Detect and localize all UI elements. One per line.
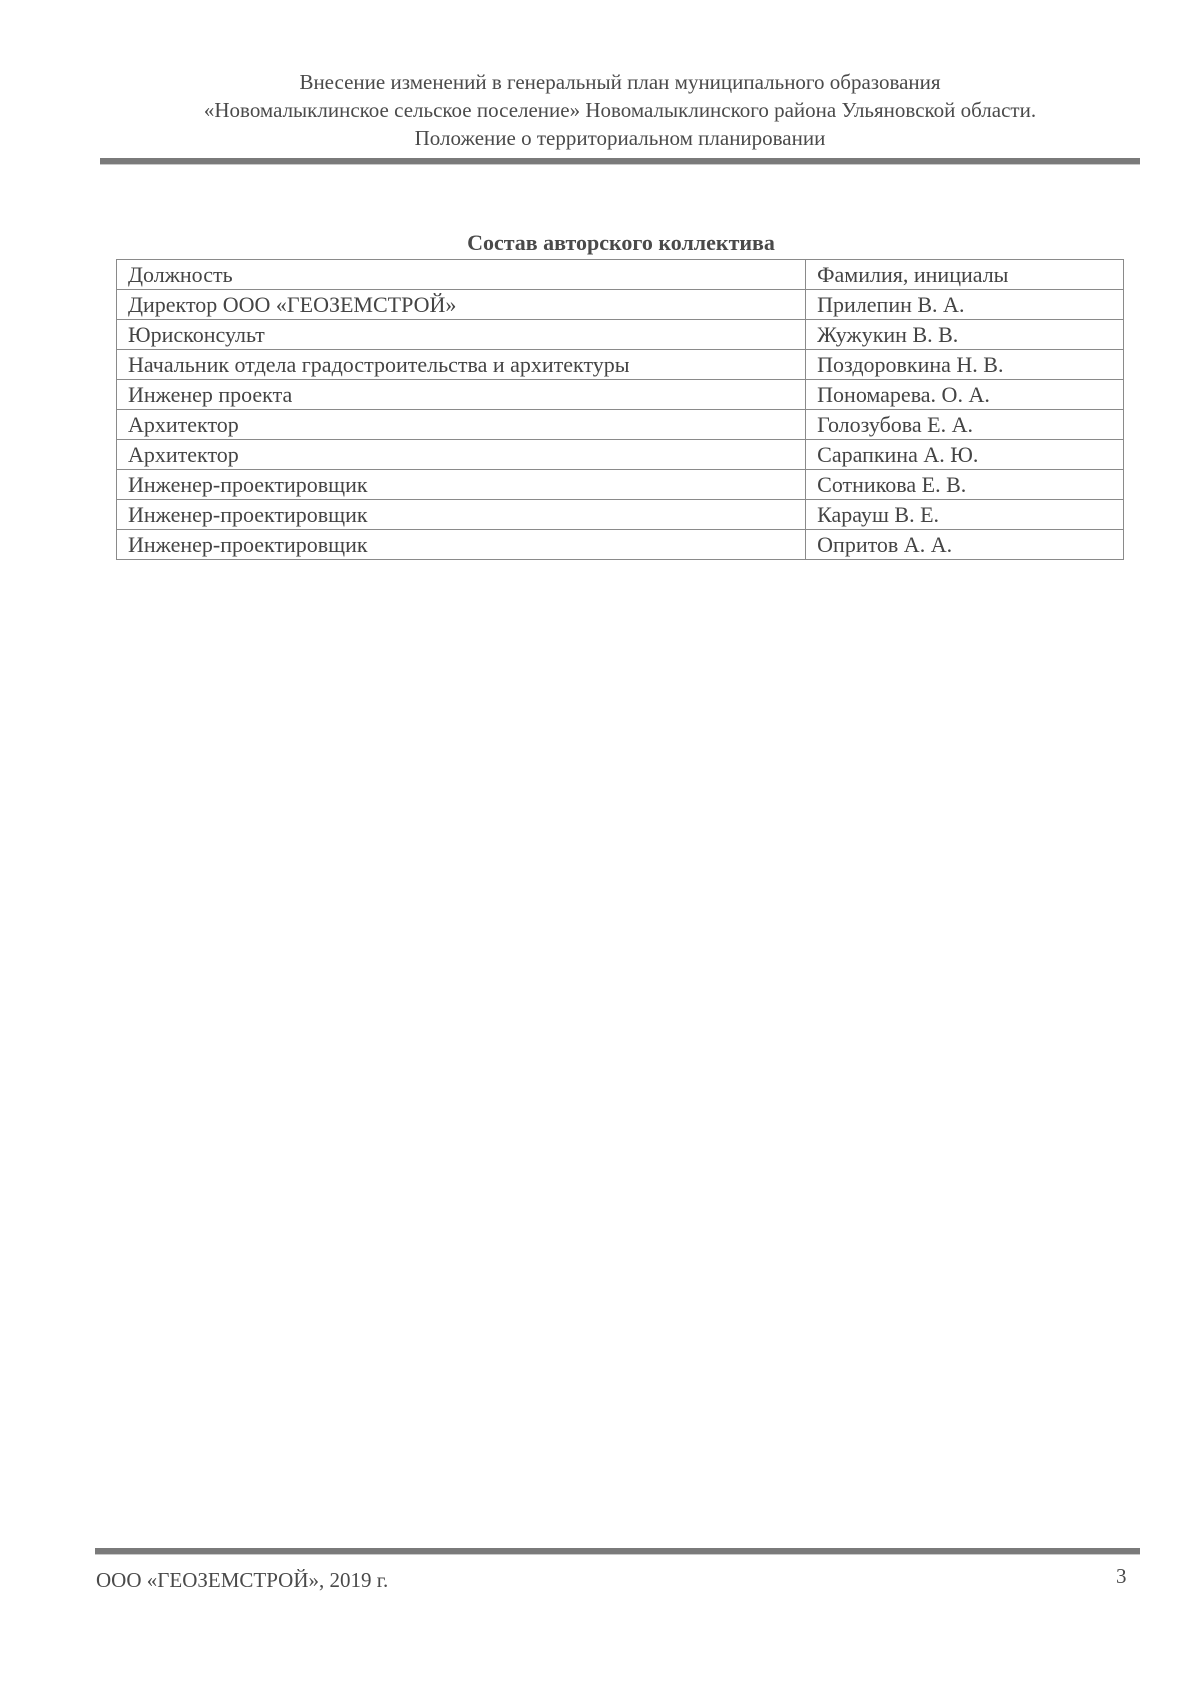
table-row bbox=[117, 320, 1124, 350]
cell-position: Архитектор bbox=[117, 440, 806, 470]
cell-name: Прилепин В. А. bbox=[806, 290, 1124, 320]
table-header-row bbox=[117, 260, 1124, 290]
cell-name: Пономарева. О. А. bbox=[806, 380, 1124, 410]
header-line-3: Положение о территориальном планировании bbox=[414, 126, 826, 150]
column-header-name: Фамилия, инициалы bbox=[806, 260, 1124, 290]
header-line-1: Внесение изменений в генеральный план муниципального образования bbox=[299, 70, 941, 94]
header-line-2: «Новомалыклинское сельское поселение» Новомалыклинского района Ульяновской области. bbox=[203, 98, 1037, 122]
cell-position: Юрисконсульт bbox=[117, 320, 806, 350]
table-row bbox=[117, 470, 1124, 500]
footer-company: ООО «ГЕОЗЕМСТРОЙ», 2019 г. bbox=[96, 1568, 389, 1592]
cell-position: Начальник отдела градостроительства и архитектуры bbox=[117, 350, 806, 380]
cell-name: Опритов А. А. bbox=[806, 530, 1124, 560]
running-header bbox=[100, 68, 1140, 152]
cell-name: Карауш В. Е. bbox=[806, 500, 1124, 530]
table-row bbox=[117, 500, 1124, 530]
cell-name: Жужукин В. В. bbox=[806, 320, 1124, 350]
cell-name: Сарапкина А. Ю. bbox=[806, 440, 1124, 470]
cell-name: Голозубова Е. А. bbox=[806, 410, 1124, 440]
footer-divider bbox=[95, 1548, 1140, 1555]
cell-name: Поздоровкина Н. В. bbox=[806, 350, 1124, 380]
cell-position: Инженер-проектировщик bbox=[117, 500, 806, 530]
cell-position: Инженер-проектировщик bbox=[117, 470, 806, 500]
table-row bbox=[117, 410, 1124, 440]
table-row bbox=[117, 380, 1124, 410]
cell-name: Сотникова Е. В. bbox=[806, 470, 1124, 500]
header-divider bbox=[100, 158, 1140, 165]
table-title: Состав авторского коллектива bbox=[467, 230, 775, 255]
table-row bbox=[117, 290, 1124, 320]
authors-table bbox=[116, 259, 1124, 560]
cell-position: Инженер-проектировщик bbox=[117, 530, 806, 560]
table-row bbox=[117, 350, 1124, 380]
page-number: 3 bbox=[1116, 1564, 1127, 1588]
column-header-position: Должность bbox=[117, 260, 806, 290]
table-row bbox=[117, 440, 1124, 470]
cell-position: Архитектор bbox=[117, 410, 806, 440]
table-row bbox=[117, 530, 1124, 560]
cell-position: Директор ООО «ГЕОЗЕМСТРОЙ» bbox=[117, 290, 806, 320]
cell-position: Инженер проекта bbox=[117, 380, 806, 410]
